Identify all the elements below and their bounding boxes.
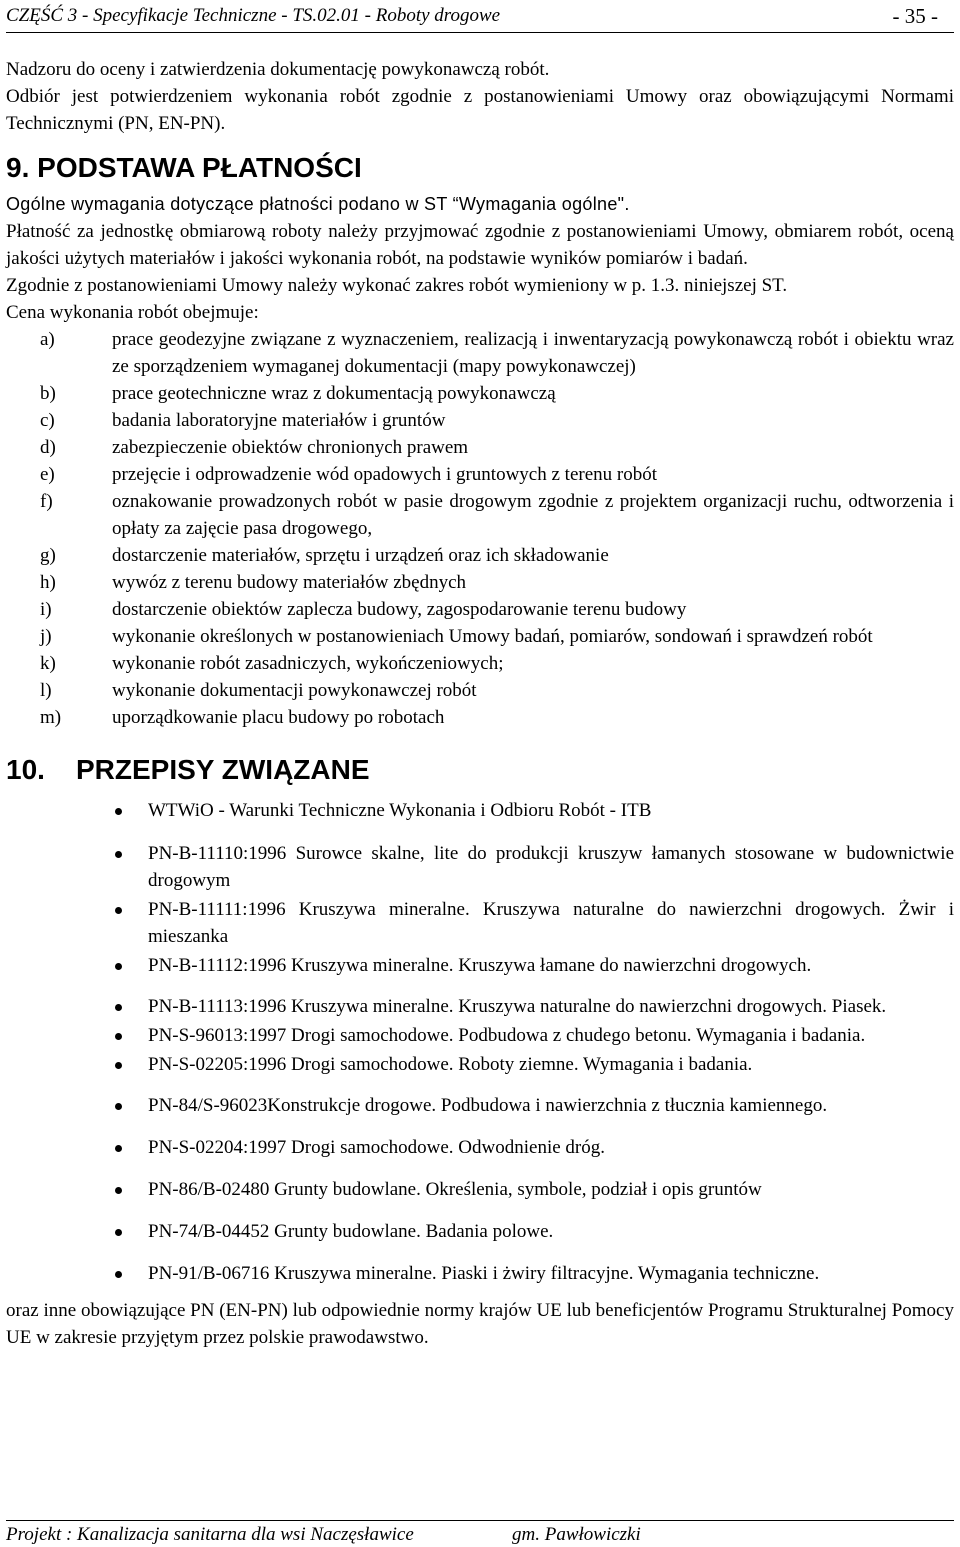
bullet-icon [115, 1103, 122, 1110]
intro-paragraph-1: Nadzoru do oceny i zatwierdzenia dokumentację powykonawczą robót. [6, 59, 550, 80]
list-item-text: PN-B-11113:1996 Kruszywa mineralne. Kruszywa naturalne do nawierzchni drogowych. Piasek. [148, 996, 887, 1017]
list-item [6, 623, 954, 650]
header-title: CZĘŚĆ 3 - Specyfikacje Techniczne - TS.02.01 - Roboty drogowe [6, 5, 501, 26]
list-item-marker: d) [40, 437, 56, 458]
bullet-icon [115, 1187, 122, 1194]
page-number: - 35 - [892, 4, 938, 28]
list-item [6, 1051, 954, 1078]
list-item [6, 650, 954, 677]
list-item-marker: c) [40, 410, 55, 431]
page-header [6, 4, 954, 33]
price-components-list [6, 326, 954, 731]
list-item [6, 1092, 954, 1119]
bullet-icon [115, 1033, 122, 1040]
list-item [6, 380, 954, 407]
list-item [6, 1022, 954, 1049]
list-item-text: PN-B-11110:1996 Surowce skalne, lite do produkcji kruszyw łamanych stosowane w budownictwie drogowym [148, 843, 954, 891]
list-item-text: dostarczenie obiektów zaplecza budowy, zagospodarowanie terenu budowy [112, 599, 687, 620]
list-item-text: PN-B-11111:1996 Kruszywa mineralne. Kruszywa naturalne do nawierzchni drogowych. Żwir i mieszanka [148, 899, 954, 947]
list-item [6, 542, 954, 569]
list-item-text: wywóz z terenu budowy materiałów zbędnych [112, 572, 467, 593]
section-9-paragraph-2: Płatność za jednostkę obmiarową roboty należy przyjmować zgodnie z postanowieniami Umowy, obmiarem robót, oceną jakości użytych materiałów i jakości wykonania robót, na podstawie wyników pomiarów i badań. [6, 221, 954, 269]
bullet-icon [115, 808, 122, 815]
list-item-marker: j) [40, 626, 52, 647]
footer-project: Projekt : Kanalizacja sanitarna dla wsi Naczęsławice [6, 1524, 414, 1545]
bullet-icon [115, 907, 122, 914]
list-item [6, 569, 954, 596]
list-item-marker: f) [40, 491, 53, 512]
list-item-text: wykonanie dokumentacji powykonawczej robót [112, 680, 477, 701]
list-item [6, 704, 954, 731]
list-item-text: uporządkowanie placu budowy po robotach [112, 707, 445, 728]
section-10-title: PRZEPISY ZWIĄZANE [76, 754, 370, 785]
intro-paragraph-2: Odbiór jest potwierdzeniem wykonania robót zgodnie z postanowieniami Umowy oraz obowiązującymi Normami Technicznymi (PN, EN-PN). [6, 86, 954, 134]
bullet-icon [115, 1271, 122, 1278]
list-item-marker: l) [40, 680, 52, 701]
list-item [6, 840, 954, 894]
section-10-number: 10. [6, 754, 45, 785]
list-item-marker: h) [40, 572, 56, 593]
bullet-icon [115, 1062, 122, 1069]
list-item [6, 1176, 954, 1203]
footer-municipality: gm. Pawłowiczki [512, 1524, 641, 1545]
list-item-text: PN-S-96013:1997 Drogi samochodowe. Podbudowa z chudego betonu. Wymagania i badania. [148, 1025, 866, 1046]
list-item-marker: i) [40, 599, 52, 620]
list-item-text: dostarczenie materiałów, sprzętu i urządzeń oraz ich składowanie [112, 545, 609, 566]
section-9-title: PODSTAWA PŁATNOŚCI [37, 152, 362, 183]
list-item-text: badania laboratoryjne materiałów i gruntów [112, 410, 446, 431]
bullet-icon [115, 851, 122, 858]
section-9-paragraph-4: Cena wykonania robót obejmuje: [6, 302, 259, 323]
list-item-marker: g) [40, 545, 56, 566]
list-item [6, 896, 954, 950]
list-item-text: PN-74/B-04452 Grunty budowlane. Badania polowe. [148, 1221, 554, 1242]
list-item-text: PN-B-11112:1996 Kruszywa mineralne. Kruszywa łamane do nawierzchni drogowych. [148, 955, 812, 976]
list-item-text: PN-91/B-06716 Kruszywa mineralne. Piaski i żwiry filtracyjne. Wymagania techniczne. [148, 1263, 820, 1284]
list-item-text: oznakowanie prowadzonych robót w pasie drogowym zgodnie z projektem organizacji ruchu, odtworzenia i opłaty za zajęcie pasa drogowego, [112, 491, 954, 539]
list-item-text: wykonanie robót zasadniczych, wykończeniowych; [112, 653, 504, 674]
list-item [6, 434, 954, 461]
bullet-icon [115, 1004, 122, 1011]
list-item-marker: m) [40, 707, 62, 728]
list-item [6, 461, 954, 488]
list-item [6, 952, 954, 979]
list-item-text: PN-86/B-02480 Grunty budowlane. Określenia, symbole, podział i opis gruntów [148, 1179, 762, 1200]
bullet-icon [115, 1229, 122, 1236]
list-item-marker: e) [40, 464, 55, 485]
list-item-text: przejęcie i odprowadzenie wód opadowych i gruntowych z terenu robót [112, 464, 657, 485]
list-item [6, 1260, 954, 1287]
list-item [6, 407, 954, 434]
related-standards-list [6, 797, 954, 1287]
list-item [6, 596, 954, 623]
section-9-paragraph-1: Ogólne wymagania dotyczące płatności podano w ST “Wymagania ogólne". [6, 194, 630, 214]
section-9-paragraph-3: Zgodnie z postanowieniami Umowy należy wykonać zakres robót wymieniony w p. 1.3. niniejszej ST. [6, 275, 788, 296]
list-item-marker: a) [40, 329, 55, 350]
list-item [6, 797, 954, 824]
list-item-text: PN-S-02205:1996 Drogi samochodowe. Roboty ziemne. Wymagania i badania. [148, 1054, 753, 1075]
section-10-heading [6, 753, 954, 787]
page-content [6, 56, 954, 1351]
bullet-icon [115, 1145, 122, 1152]
list-item [6, 677, 954, 704]
list-item-text: PN-84/S-96023Konstrukcje drogowe. Podbudowa i nawierzchnia z tłucznia kamiennego. [148, 1095, 828, 1116]
list-item-text: prace geotechniczne wraz z dokumentacją powykonawczą [112, 383, 556, 404]
closing-paragraph: oraz inne obowiązujące PN (EN-PN) lub odpowiednie normy krajów UE lub beneficjentów Programu Strukturalnej Pomocy UE w zakresie przyjętym przez polskie prawodawstwo. [6, 1300, 954, 1348]
bullet-icon [115, 963, 122, 970]
list-item-text: WTWiO - Warunki Techniczne Wykonania i Odbioru Robót - ITB [148, 800, 652, 821]
list-item-text: prace geodezyjne związane z wyznaczeniem, realizacją i inwentaryzacją powykonawczą robót i obiektu wraz ze sporządzeniem wymaganej dokumentacji (mapy powykonawczej) [112, 329, 954, 377]
list-item [6, 993, 954, 1020]
list-item [6, 1218, 954, 1245]
list-item [6, 488, 954, 542]
page-footer [6, 1520, 954, 1547]
list-item [6, 1134, 954, 1161]
section-9-heading [6, 151, 954, 185]
section-9-number: 9. [6, 152, 30, 183]
list-item-text: wykonanie określonych w postanowieniach Umowy badań, pomiarów, sondowań i sprawdzeń robót [112, 626, 873, 647]
list-item-text: PN-S-02204:1997 Drogi samochodowe. Odwodnienie dróg. [148, 1137, 606, 1158]
list-item-marker: b) [40, 383, 56, 404]
list-item [6, 326, 954, 380]
list-item-marker: k) [40, 653, 56, 674]
list-item-text: zabezpieczenie obiektów chronionych prawem [112, 437, 469, 458]
